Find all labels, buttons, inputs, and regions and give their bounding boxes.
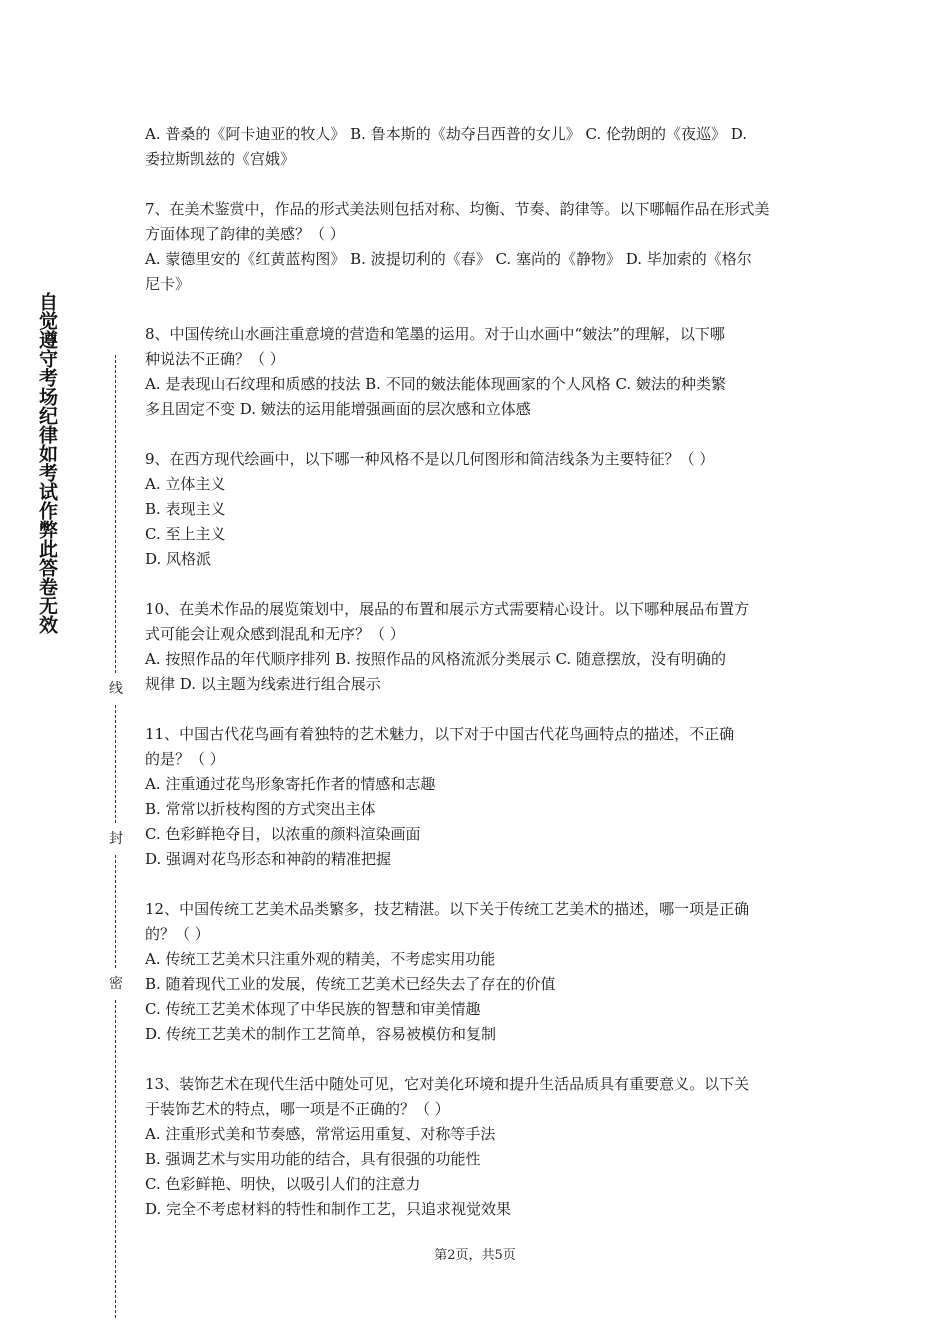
option-line: D. 完全不考虑材料的特性和制作工艺，只追求视觉效果 [145,1200,512,1218]
question-line: 式可能会让观众感到混乱和无序？（ ） [145,625,405,643]
binding-mark-feng: 封 [109,831,123,847]
option-line: A. 注重形式美和节奏感，常常运用重复、对称等手法 [145,1125,496,1143]
binding-line-segment [115,705,116,823]
question-line: 13、装饰艺术在现代生活中随处可见，它对美化环境和提升生活品质具有重要意义。以下关 [145,1075,750,1093]
binding-mark-mi: 密 [109,976,123,992]
question-line: A. 蒙德里安的《红黄蓝构图》 B. 波提切利的《春》 C. 塞尚的《静物》 D. 毕加索的《格尔 [145,250,752,268]
question-list [145,122,810,1247]
question-line: 8、中国传统山水画注重意境的营造和笔墨的运用。对于山水画中“皴法”的理解，以下哪 [145,325,725,343]
question-line: 于装饰艺术的特点，哪一项是不正确的？（ ） [145,1100,450,1118]
option-line: C. 至上主义 [145,525,226,543]
question-line: 规律 D. 以主题为线索进行组合展示 [145,675,381,693]
question-6-options [145,122,810,172]
question-7 [145,197,810,297]
option-line: C. 色彩鲜艳夺目，以浓重的颜料渲染画面 [145,825,421,843]
question-line: 尼卡》 [145,275,191,293]
binding-line-segment [115,855,116,968]
question-line: A. 是表现山石纹理和质感的技法 B. 不同的皴法能体现画家的个人风格 C. 皴法的种类繁 [145,375,726,393]
exam-discipline-notice: 自觉遵守考场纪律如考试作弊此答卷无效 [36,292,58,634]
option-line: C. 色彩鲜艳、明快，以吸引人们的注意力 [145,1175,421,1193]
option-line: B. 随着现代工业的发展，传统工艺美术已经失去了存在的价值 [145,975,556,993]
question-line: 11、中国古代花鸟画有着独特的艺术魅力，以下对于中国古代花鸟画特点的描述，不正确 [145,725,735,743]
option-line: D. 强调对花鸟形态和神韵的精准把握 [145,850,392,868]
binding-mark-xian: 线 [109,681,123,697]
question-line: A. 普桑的《阿卡迪亚的牧人》 B. 鲁本斯的《劫夺吕西普的女儿》 C. 伦勃朗的《夜巡》 D. [145,125,747,143]
option-line: B. 常常以折枝构图的方式突出主体 [145,800,376,818]
option-line: D. 传统工艺美术的制作工艺简单，容易被模仿和复制 [145,1025,497,1043]
binding-line-segment [115,355,116,673]
option-line: A. 传统工艺美术只注重外观的精美，不考虑实用功能 [145,950,496,968]
option-line: B. 强调艺术与实用功能的结合，具有很强的功能性 [145,1150,481,1168]
question-12 [145,897,810,1047]
question-line: 12、中国传统工艺美术品类繁多，技艺精湛。以下关于传统工艺美术的描述，哪一项是正确 [145,900,750,918]
option-line: A. 注重通过花鸟形象寄托作者的情感和志趣 [145,775,436,793]
question-line: 10、在美术作品的展览策划中，展品的布置和展示方式需要精心设计。以下哪种展品布置方 [145,600,750,618]
question-line: 委拉斯凯兹的《宫娥》 [145,150,296,168]
question-line: 方面体现了韵律的美感？（ ） [145,225,345,243]
question-line: 9、在西方现代绘画中，以下哪一种风格不是以几何图形和简洁线条为主要特征？（ ） [145,450,715,468]
question-8 [145,322,810,422]
option-line: C. 传统工艺美术体现了中华民族的智慧和审美情趣 [145,1000,481,1018]
page-number: 第2页，共5页 [434,1248,516,1263]
question-line: 7、在美术鉴赏中，作品的形式美法则包括对称、均衡、节奏、韵律等。以下哪幅作品在形式美 [145,200,770,218]
option-line: A. 立体主义 [145,475,226,493]
question-line: 的？（ ） [145,925,210,943]
option-line: B. 表现主义 [145,500,226,518]
binding-line-segment [115,1000,116,1318]
option-line: D. 风格派 [145,550,212,568]
question-9 [145,447,810,572]
question-11 [145,722,810,872]
question-13 [145,1072,810,1222]
question-10 [145,597,810,697]
question-line: 多且固定不变 D. 皴法的运用能增强画面的层次感和立体感 [145,400,531,418]
question-line: 的是？（ ） [145,750,225,768]
question-line: 种说法不正确？（ ） [145,350,285,368]
question-line: A. 按照作品的年代顺序排列 B. 按照作品的风格流派分类展示 C. 随意摆放，没有明确的 [145,650,726,668]
